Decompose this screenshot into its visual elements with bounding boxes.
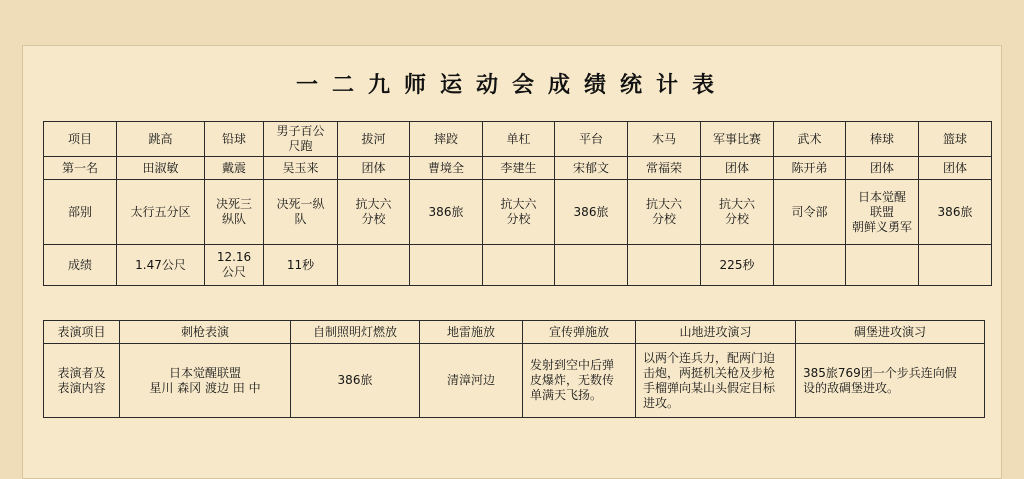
- table-cell: 项目: [44, 122, 117, 157]
- table-cell: [846, 245, 919, 286]
- table-cell: 刺枪表演: [120, 321, 291, 344]
- table-cell: 山地进攻演习: [636, 321, 796, 344]
- table-cell: 军事比赛: [701, 122, 774, 157]
- table-cell: 团体: [846, 157, 919, 180]
- table-cell: 12.16 公尺: [205, 245, 264, 286]
- table-cell: 太行五分区: [117, 180, 205, 245]
- results-unit-row: [44, 180, 992, 245]
- table-cell: [338, 245, 410, 286]
- results-table: [43, 121, 992, 286]
- results-first-place-row: [44, 157, 992, 180]
- table-cell: 1.47公尺: [117, 245, 205, 286]
- results-header-row: [44, 122, 992, 157]
- table-cell: 225秒: [701, 245, 774, 286]
- table-cell: 团体: [701, 157, 774, 180]
- table-cell: 武术: [774, 122, 846, 157]
- table-cell: 抗大六 分校: [338, 180, 410, 245]
- performance-body-row: [44, 344, 985, 418]
- table-cell: 抗大六 分校: [483, 180, 555, 245]
- table-cell: 陈开弟: [774, 157, 846, 180]
- table-cell: 自制照明灯燃放: [291, 321, 420, 344]
- table-cell: 成绩: [44, 245, 117, 286]
- table-cell: [555, 245, 628, 286]
- table-cell: [919, 245, 992, 286]
- table-cell: [774, 245, 846, 286]
- table-cell: [628, 245, 701, 286]
- table-cell: 常福荣: [628, 157, 701, 180]
- performance-header-row: [44, 321, 985, 344]
- table-cell: 表演项目: [44, 321, 120, 344]
- table-cell: 戴震: [205, 157, 264, 180]
- table-cell: 地雷施放: [420, 321, 523, 344]
- table-cell: 曹境全: [410, 157, 483, 180]
- table-cell: 篮球: [919, 122, 992, 157]
- table-cell: 386旅: [555, 180, 628, 245]
- table-cell: 田淑敏: [117, 157, 205, 180]
- table-cell: 部别: [44, 180, 117, 245]
- table-cell: 385旅769团一个步兵连向假 设的敌碉堡进攻。: [796, 344, 985, 418]
- table-cell: 碉堡进攻演习: [796, 321, 985, 344]
- table-cell: 决死三 纵队: [205, 180, 264, 245]
- table-cell: 以两个连兵力，配两门迫 击炮，两挺机关枪及步枪 手榴弹向某山头假定目标 进攻。: [636, 344, 796, 418]
- table-cell: 拔河: [338, 122, 410, 157]
- table-cell: 男子百公 尺跑: [264, 122, 338, 157]
- table-cell: 铅球: [205, 122, 264, 157]
- table-cell: 摔跤: [410, 122, 483, 157]
- table-cell: 第一名: [44, 157, 117, 180]
- table-cell: [410, 245, 483, 286]
- table-cell: 发射到空中后弹 皮爆炸，无数传 单满天飞扬。: [523, 344, 636, 418]
- table-cell: 司令部: [774, 180, 846, 245]
- table-cell: 表演者及 表演内容: [44, 344, 120, 418]
- table-cell: 抗大六 分校: [701, 180, 774, 245]
- performance-table: [43, 320, 985, 418]
- table-cell: 宋郁文: [555, 157, 628, 180]
- results-score-row: [44, 245, 992, 286]
- table-cell: 李建生: [483, 157, 555, 180]
- table-cell: 平台: [555, 122, 628, 157]
- table-cell: 棒球: [846, 122, 919, 157]
- table-cell: 吴玉来: [264, 157, 338, 180]
- table-cell: 木马: [628, 122, 701, 157]
- page-title: 一二九师运动会成绩统计表: [295, 73, 728, 98]
- table-cell: 单杠: [483, 122, 555, 157]
- table-cell: 日本觉醒联盟 星川 森冈 渡边 田 中: [120, 344, 291, 418]
- table-cell: 386旅: [410, 180, 483, 245]
- table-cell: 宣传弹施放: [523, 321, 636, 344]
- table-cell: 抗大六 分校: [628, 180, 701, 245]
- table-cell: 跳高: [117, 122, 205, 157]
- table-cell: 决死一纵 队: [264, 180, 338, 245]
- table-cell: 团体: [919, 157, 992, 180]
- table-cell: 386旅: [291, 344, 420, 418]
- table-cell: 386旅: [919, 180, 992, 245]
- table-cell: 团体: [338, 157, 410, 180]
- table-cell: 清漳河边: [420, 344, 523, 418]
- table-cell: [483, 245, 555, 286]
- table-cell: 日本觉醒 联盟 朝鲜义勇军: [846, 180, 919, 245]
- table-cell: 11秒: [264, 245, 338, 286]
